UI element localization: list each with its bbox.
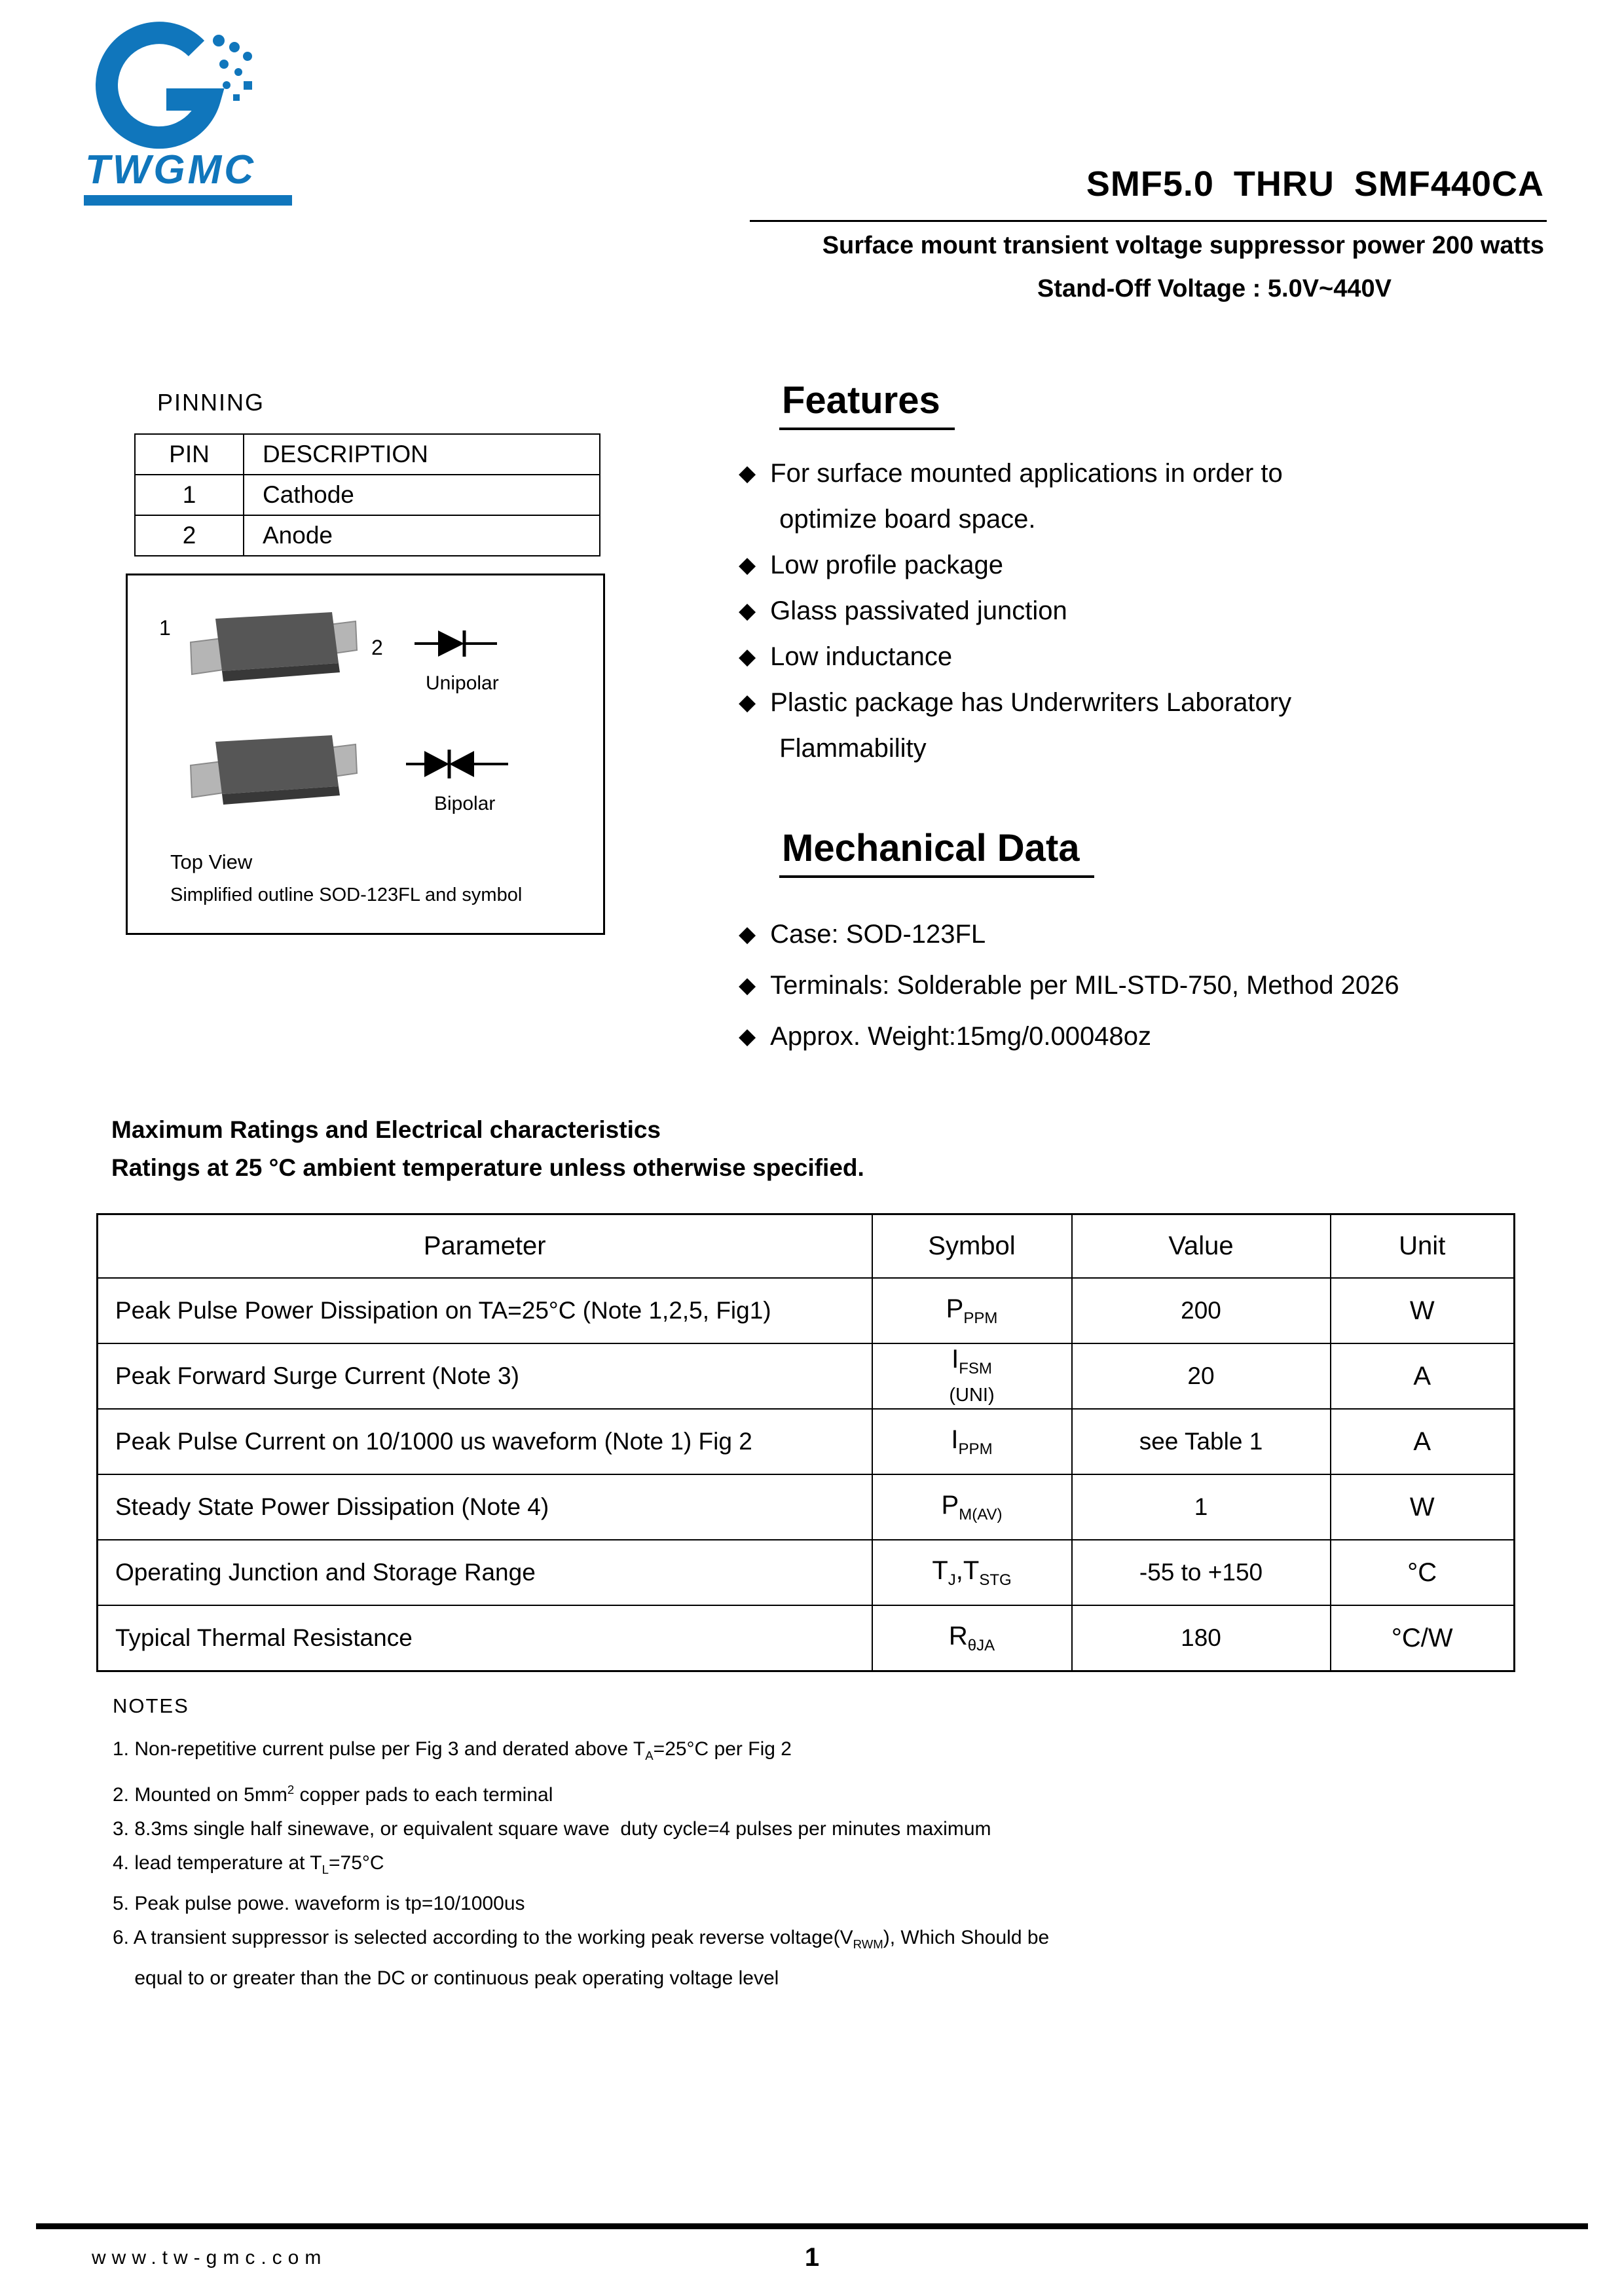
parameter-cell: Peak Pulse Power Dissipation on TA=25°C (Note 1,2,5, Fig1)	[98, 1278, 872, 1343]
bullet-text: Low inductance	[770, 642, 953, 671]
unit-cell: A	[1331, 1343, 1515, 1409]
ratings-header-symbol: Symbol	[872, 1214, 1072, 1279]
value-cell: 180	[1072, 1605, 1331, 1671]
bullet-item	[739, 1011, 1557, 1062]
logo-underline	[84, 195, 292, 206]
ratings-heading-1: Maximum Ratings and Electrical characteristics	[111, 1116, 661, 1143]
diamond-bullet-icon: ◆	[739, 553, 756, 577]
symbol-cell: $P_{PPM}$	[872, 1278, 1072, 1343]
unit-cell: W	[1331, 1278, 1515, 1343]
pin-table-header-description: DESCRIPTION	[244, 434, 600, 475]
top-view-label: Top View	[170, 850, 253, 873]
note-line: 6. A transient suppressor is selected according to the working peak reverse $voltage(V_{RWM})$, Which Should be	[113, 1927, 1050, 1951]
bullet-text: Low profile package	[770, 551, 1003, 579]
diamond-bullet-icon: ◆	[739, 922, 756, 947]
ratings-row	[98, 1474, 1515, 1540]
pin-table-row	[135, 515, 600, 556]
ratings-heading-2: Ratings at 25 °C ambient temperature unless otherwise specified.	[111, 1154, 864, 1181]
value-cell: 200	[1072, 1278, 1331, 1343]
package-outline-box	[126, 574, 605, 935]
pin-table-header-row	[135, 434, 600, 475]
bipolar-package-image	[181, 731, 365, 816]
ratings-table	[96, 1213, 1515, 1672]
pin-table-row	[135, 475, 600, 515]
unit-cell: °C	[1331, 1540, 1515, 1605]
ratings-row	[98, 1540, 1515, 1605]
notes-list	[113, 1732, 1488, 1995]
pin-description-cell: Anode	[244, 515, 600, 556]
logo-text: TWGMC	[85, 147, 257, 192]
bipolar-label: Bipolar	[434, 793, 496, 814]
parameter-cell: Typical Thermal Resistance	[98, 1605, 872, 1671]
ratings-header-unit: Unit	[1331, 1214, 1515, 1279]
notes-heading: NOTES	[113, 1694, 189, 1717]
symbol-cell: $T_J,T_{STG}$	[872, 1540, 1072, 1605]
diamond-bullet-icon: ◆	[739, 973, 756, 998]
features-list	[739, 450, 1498, 771]
parameter-cell: Peak Pulse Current on 10/1000 us waveform (Note 1) Fig 2	[98, 1409, 872, 1474]
ratings-header-value: Value	[1072, 1214, 1331, 1279]
unipolar-package-image	[181, 608, 365, 693]
notes-section	[113, 1694, 1488, 1995]
parameter-cell: Peak Forward Surge Current (Note 3)	[98, 1343, 872, 1409]
symbol-cell: $P_{M(AV)}$	[872, 1474, 1072, 1540]
unit-cell: W	[1331, 1474, 1515, 1540]
pin1-label: 1	[159, 616, 171, 640]
diamond-bullet-icon: ◆	[739, 598, 756, 623]
ratings-row	[98, 1343, 1515, 1409]
note-line: 1. Non-repetitive current pulse per Fig 3 and derated above $T_A=25^\circ C$ per Fig 2	[113, 1738, 792, 1762]
unipolar-diode-symbol-icon	[415, 627, 500, 661]
pin-description-cell: Cathode	[244, 475, 600, 515]
pin-number-cell: 1	[135, 475, 244, 515]
bullet-item	[739, 588, 1498, 634]
bullet-item	[739, 680, 1498, 771]
value-cell: 1	[1072, 1474, 1331, 1540]
diamond-bullet-icon: ◆	[739, 690, 756, 715]
note-line: 2. Mounted on $5mm^2$ copper pads to each terminal	[113, 1783, 553, 1806]
symbol-cell: $I_{FSM}$ (UNI)	[872, 1343, 1072, 1409]
unit-cell: A	[1331, 1409, 1515, 1474]
parameter-cell: Operating Junction and Storage Range	[98, 1540, 872, 1605]
value-cell: see Table 1	[1072, 1409, 1331, 1474]
value-cell: 20	[1072, 1343, 1331, 1409]
footer-rule	[36, 2223, 1588, 2229]
pin-number-cell: 2	[135, 515, 244, 556]
subtitle-standoff-voltage: Stand-Off Voltage : 5.0V~440V	[1037, 275, 1392, 302]
subtitle-description: Surface mount transient voltage suppressor power 200 watts	[822, 232, 1544, 259]
pin2-label: 2	[371, 636, 383, 659]
bullet-text: Approx. Weight:15mg/0.00048oz	[770, 1022, 1152, 1051]
diamond-bullet-icon: ◆	[739, 644, 756, 669]
title-rule	[750, 220, 1547, 222]
footer-page-number: 1	[804, 2243, 820, 2272]
twgmc-logo	[84, 14, 293, 211]
ratings-header-row	[98, 1214, 1515, 1279]
symbol-cell: $I_{PPM}$	[872, 1409, 1072, 1474]
bullet-item	[739, 960, 1557, 1011]
diamond-bullet-icon: ◆	[739, 1024, 756, 1049]
page-title: SMF5.0 THRU SMF440CA	[1086, 164, 1544, 204]
note-line: 4. lead temperature at $T_L=75^\circ C$	[113, 1852, 384, 1876]
ratings-header-parameter: Parameter	[98, 1214, 872, 1279]
mechanical-data-list	[739, 909, 1557, 1062]
bullet-item	[739, 909, 1557, 960]
note-line: 3. 8.3ms single half sinewave, or equivalent square wave duty cycle=4 pulses per minutes maximum	[113, 1818, 991, 1840]
pinning-heading: PINNING	[157, 389, 265, 416]
note-line: 5. Peak pulse powe. waveform is tp=10/1000us	[113, 1893, 525, 1914]
bullet-item	[739, 542, 1498, 588]
bullet-text: For surface mounted applications in order to optimize board space.	[770, 459, 1283, 534]
bullet-text: Plastic package has Underwriters Laboratory Flammability	[770, 688, 1292, 763]
diamond-bullet-icon: ◆	[739, 461, 756, 486]
bullet-text: Glass passivated junction	[770, 596, 1067, 625]
bullet-text: Case: SOD-123FL	[770, 920, 986, 949]
g-mark-icon	[107, 33, 252, 137]
note-line: equal to or greater than the DC or continuous peak operating voltage level	[113, 1967, 779, 1989]
ratings-row	[98, 1278, 1515, 1343]
bullet-text: Terminals: Solderable per MIL-STD-750, Method 2026	[770, 971, 1399, 1000]
features-heading: Features	[779, 378, 955, 430]
unipolar-label: Unipolar	[426, 672, 499, 694]
outline-caption: Simplified outline SOD-123FL and symbol	[170, 884, 523, 905]
ratings-row	[98, 1605, 1515, 1671]
mechanical-data-heading: Mechanical Data	[779, 826, 1094, 878]
unit-cell: °C/W	[1331, 1605, 1515, 1671]
bullet-item	[739, 450, 1498, 542]
symbol-cell: $R_{\theta JA}$	[872, 1605, 1072, 1671]
bipolar-diode-symbol-icon	[406, 747, 511, 781]
footer-website: www.tw-gmc.com	[92, 2247, 327, 2269]
pin-table-header-pin: PIN	[135, 434, 244, 475]
value-cell: -55 to +150	[1072, 1540, 1331, 1605]
parameter-cell: Steady State Power Dissipation (Note 4)	[98, 1474, 872, 1540]
ratings-row	[98, 1409, 1515, 1474]
bullet-item	[739, 634, 1498, 680]
pin-table	[134, 433, 600, 556]
